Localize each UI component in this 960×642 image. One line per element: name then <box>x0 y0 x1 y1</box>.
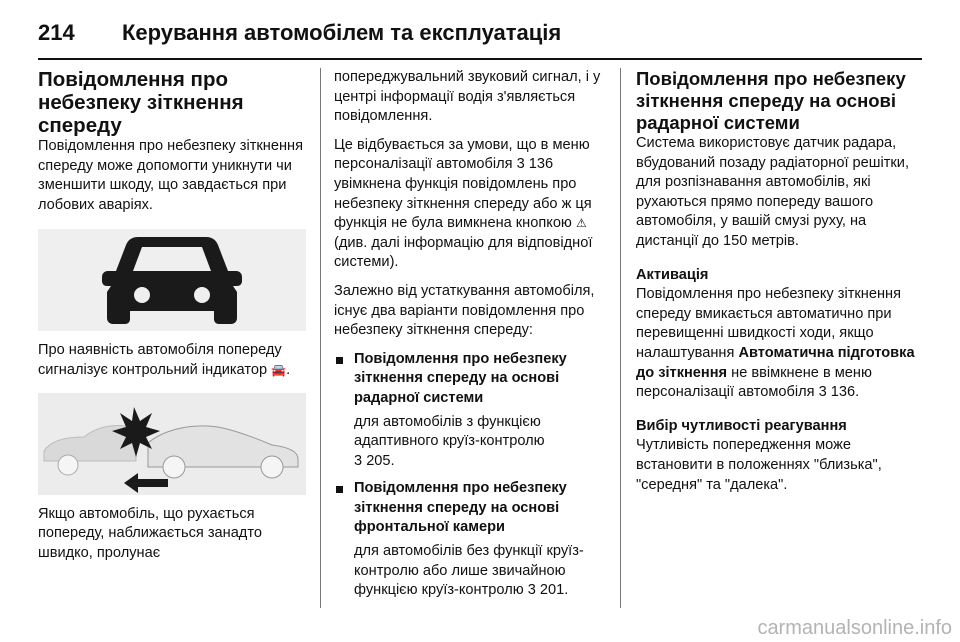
condition-paragraph: Це відбувається за умови, що в меню персоналізації автомобіля 3 136 увімкнена функція повідомлень про небезпеку зіткнення спереду або ж ця функція не була вимкнена кнопкою ⚠ (див. далі інформацію для відповідної системи). <box>334 136 593 271</box>
running-title: Керування автомобілем та експлуатація <box>122 20 562 45</box>
car-front-illustration <box>38 229 306 331</box>
bullet-body-radar: для автомобілів з функцією адаптивного круїз-контролю 3 205. <box>354 413 545 469</box>
list-item <box>334 350 606 409</box>
setting-name: Автоматична підготовка до зіткнення <box>636 344 915 381</box>
activation-heading: Активація <box>636 266 709 283</box>
continued-paragraph: попереджувальний звуковий сигнал, і у центрі інформації водія з'являється повідомлення. <box>334 69 601 125</box>
indicator-paragraph: Про наявність автомобіля попереду сигналізує контрольний індикатор 🚘. <box>38 341 306 380</box>
page-reference-link[interactable]: 201. <box>539 582 569 599</box>
column-divider-2 <box>620 68 621 608</box>
sensitivity-heading: Вибір чутливості реагування <box>636 417 847 434</box>
page-number: 214 <box>38 20 75 45</box>
car-front-icon: 🚘 <box>271 362 287 377</box>
column-1 <box>38 68 306 572</box>
column-2 <box>334 68 606 601</box>
page-reference-link[interactable]: 205. <box>366 452 395 469</box>
bullet-title-radar: Повідомлення про небезпеку зіткнення спереду на основі радарної системи <box>354 350 567 406</box>
bullet-title-camera: Повідомлення про небезпеку зіткнення спереду на основі фронтальної камери <box>354 480 567 536</box>
reference-icon: 3 <box>516 156 525 173</box>
page-reference-link[interactable]: 136 <box>528 156 554 173</box>
list-item <box>334 479 606 538</box>
bullet-body-camera: для автомобілів без функції круїз-контролю або лише звичайною функцією круїз-контролю 3 201. <box>354 543 584 599</box>
reference-icon: 3 <box>354 452 363 469</box>
section-heading-fcw: Повідомлення про небезпеку зіткнення спереду <box>38 68 244 137</box>
collision-button-icon: ⚠ <box>575 216 587 231</box>
page-reference-link[interactable]: 136. <box>830 384 860 401</box>
bullet-square-icon <box>336 486 343 493</box>
bullet-square-icon <box>336 357 343 364</box>
page-header <box>38 14 922 54</box>
car-front-icon <box>38 229 306 331</box>
radar-description: Система використовує датчик радара, вбудований позаду радіаторної решітки, для розпізнавання автомобілів, які рухаються прямо попереду вашого автомобіля, у вашій смузі руху, на дистанції до 150 метрів. <box>636 135 910 249</box>
reference-icon: 3 <box>818 384 827 401</box>
collision-illustration <box>38 393 306 495</box>
column-divider-1 <box>320 68 321 608</box>
variants-paragraph: Залежно від устаткування автомобіля, існує два варіанти повідомлення про небезпеку зіткнення спереду: <box>334 282 595 339</box>
collision-warning-icon <box>38 393 306 495</box>
intro-paragraph: Повідомлення про небезпеку зіткнення спереду може допомогти уникнути чи зменшити шкоду, що завдається при лобових аваріях. <box>38 138 303 213</box>
header-divider <box>38 58 922 60</box>
watermark: carmanualsonline.info <box>757 617 952 639</box>
sensitivity-paragraph: Чутливість попередження може встановити в положеннях "близька", "середня" та "далека". <box>636 437 882 493</box>
warning-paragraph: Якщо автомобіль, що рухається попереду, наближається занадто швидко, пролунає <box>38 505 262 561</box>
column-3 <box>636 68 924 504</box>
section-heading-radar: Повідомлення про небезпеку зіткнення спереду на основі радарної системи <box>636 68 906 133</box>
reference-icon: 3 <box>527 582 536 599</box>
activation-paragraph: Повідомлення про небезпеку зіткнення спереду вмикається автоматично при перевищенні швидкості ходи, якщо налаштування Автоматична підготовка до зіткнення не ввімкнене в меню персоналізації автомобіля 3 136. <box>636 286 915 401</box>
